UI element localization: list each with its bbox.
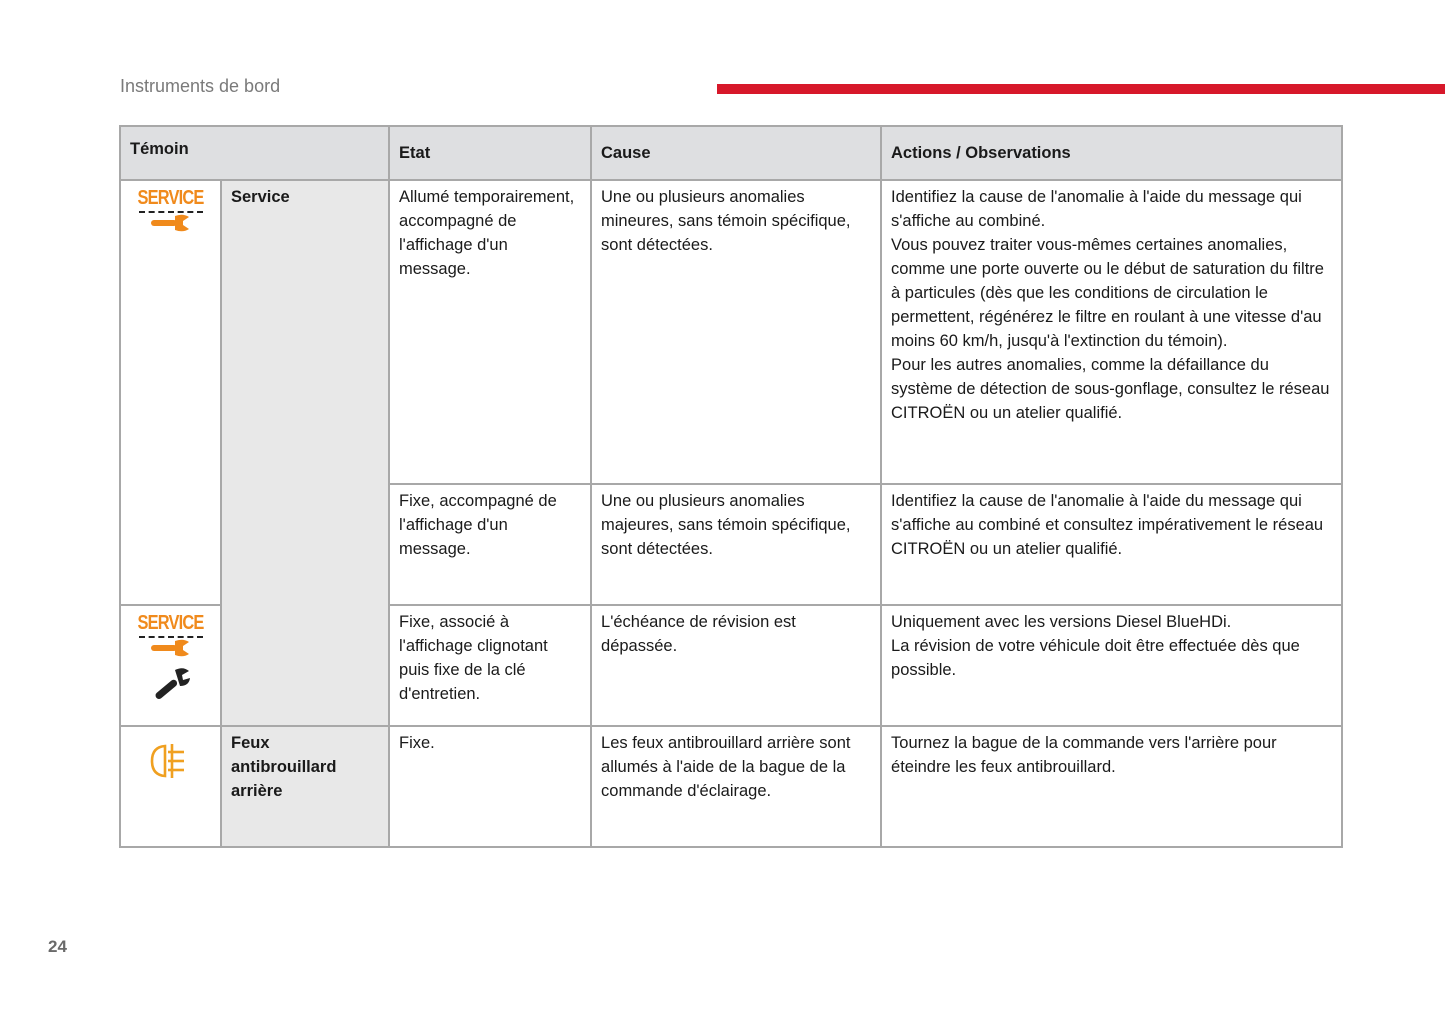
- accent-bar: [717, 84, 1445, 94]
- etat-cell: Fixe, accompagné de l'affichage d'un message.: [389, 484, 591, 605]
- wrench-orange-icon: [149, 638, 193, 658]
- column-header-cause: Cause: [591, 126, 881, 180]
- table-header-row: [120, 126, 1342, 180]
- fog-light-icon-cell: [120, 726, 221, 847]
- etat-cell: Fixe.: [389, 726, 591, 847]
- service-icon-label: SERVICE: [137, 187, 204, 209]
- wrench-orange-icon: [149, 213, 193, 233]
- cause-cell: Une ou plusieurs anomalies mineures, sans témoin spécifique, sont détectées.: [591, 180, 881, 484]
- action-line: Identifiez la cause de l'anomalie à l'aide du message qui s'affiche au combiné.: [891, 188, 1302, 230]
- column-header-actions: Actions / Observations: [881, 126, 1342, 180]
- service-icon-label: SERVICE: [137, 612, 204, 634]
- action-line: Identifiez la cause de l'anomalie à l'aide du message qui s'affiche au combiné et consultez impérativement le réseau CITROËN ou un atelier qualifié.: [891, 492, 1324, 558]
- fog-light-name-cell: Feux antibrouillard arrière: [221, 726, 389, 847]
- actions-cell: [881, 180, 1342, 484]
- actions-cell: [881, 484, 1342, 605]
- cause-cell: Les feux antibrouillard arrière sont allumés à l'aide de la bague de la commande d'éclairage.: [591, 726, 881, 847]
- cause-cell: Une ou plusieurs anomalies majeures, sans témoin spécifique, sont détectées.: [591, 484, 881, 605]
- actions-cell: [881, 605, 1342, 726]
- table-row: [120, 180, 1342, 484]
- action-line: Pour les autres anomalies, comme la défaillance du système de détection de sous-gonflage, consultez le réseau CITROËN ou un atelier qualifié.: [891, 356, 1330, 422]
- rear-fog-light-icon: [148, 741, 194, 781]
- page-number: 24: [48, 937, 67, 956]
- action-line: La révision de votre véhicule doit être effectuée dès que possible.: [891, 637, 1300, 679]
- action-line: Tournez la bague de la commande vers l'arrière pour éteindre les feux antibrouillard.: [891, 734, 1277, 776]
- column-header-etat: Etat: [389, 126, 591, 180]
- service-wrench-orange-and-black-wrench-icon: [121, 612, 220, 704]
- service-icon-cell: [120, 180, 221, 605]
- table-row: [120, 726, 1342, 847]
- etat-cell: Fixe, associé à l'affichage clignotant puis fixe de la clé d'entretien.: [389, 605, 591, 726]
- service-wrench-orange-icon: [121, 187, 220, 233]
- service-key-icon-cell: [120, 605, 221, 726]
- service-name-cell: Service: [221, 180, 389, 726]
- action-line: Vous pouvez traiter vous-mêmes certaines anomalies, comme une porte ouverte ou le début de saturation du filtre à particules (dès que les conditions de circulation le permettent, régénérez le filtre en roulant à une vitesse d'au moins 60 km/h, jusqu'à l'extinction du témoin).: [891, 236, 1324, 350]
- warning-lights-table: [119, 125, 1343, 848]
- action-line: Uniquement avec les versions Diesel BlueHDi.: [891, 613, 1232, 631]
- column-header-temoin: Témoin: [120, 126, 389, 180]
- wrench-black-icon: [149, 664, 193, 704]
- cause-cell: L'échéance de révision est dépassée.: [591, 605, 881, 726]
- section-title: Instruments de bord: [120, 76, 281, 96]
- etat-cell: Allumé temporairement, accompagné de l'affichage d'un message.: [389, 180, 591, 484]
- actions-cell: [881, 726, 1342, 847]
